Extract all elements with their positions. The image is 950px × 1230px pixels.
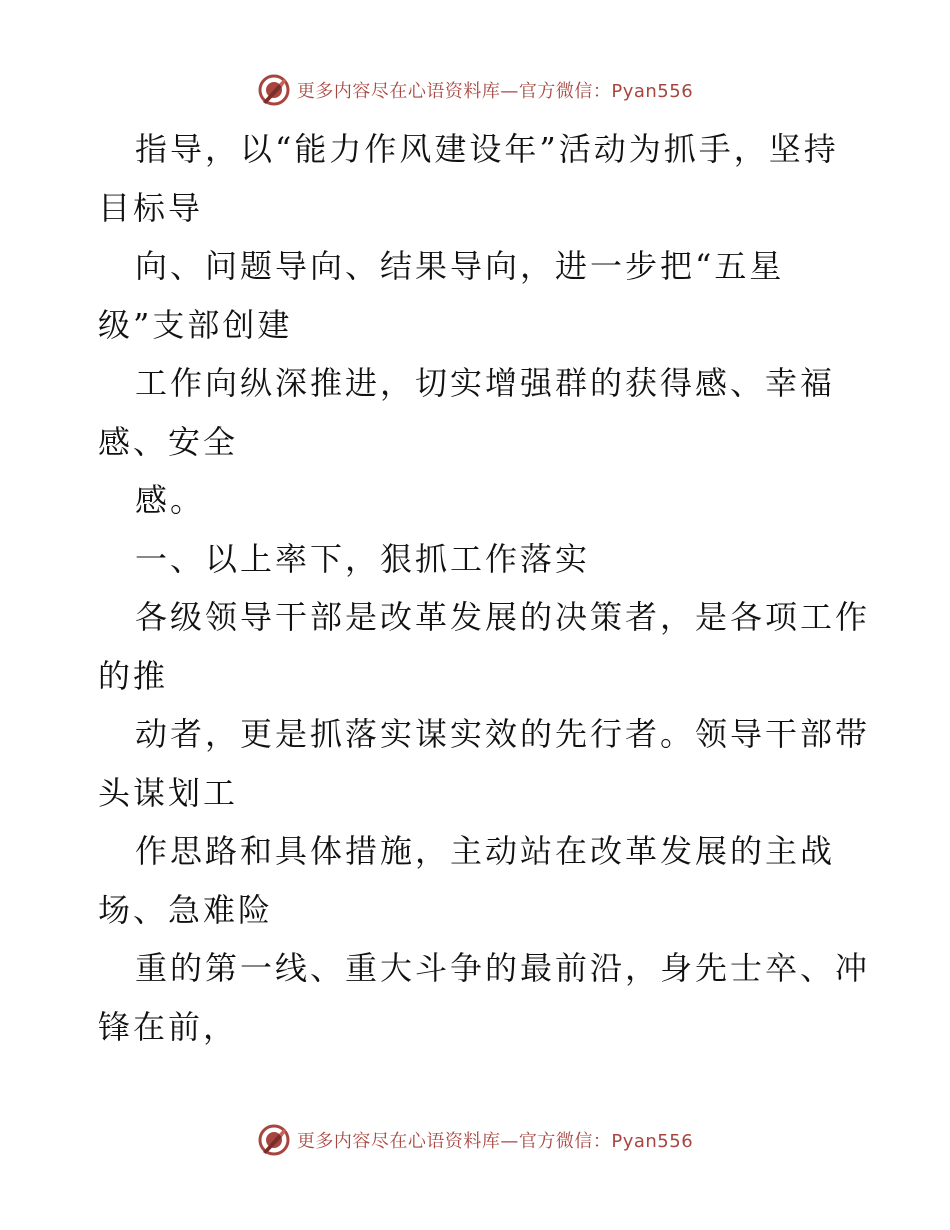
body-line: 级”支部创建 [98, 305, 293, 344]
body-line: 工作向纵深推进，切实增强群的获得感、幸福 [135, 364, 836, 402]
pen-seal-logo-icon [257, 1123, 291, 1157]
header-banner [0, 70, 950, 110]
body-line: 动者，更是抓落实谋实效的先行者。领导干部带 [135, 715, 871, 753]
body-line: 感。 [135, 481, 206, 519]
body-line: 目标导 [98, 188, 204, 227]
header-banner-text: 更多内容尽在心语资料库—官方微信：Pyan556 [296, 81, 694, 102]
document-body [98, 120, 871, 1056]
body-line: 指导，以“能力作风建设年”活动为抓手，坚持 [135, 130, 839, 168]
body-line: 头谋划工 [98, 773, 239, 812]
footer-banner [0, 1120, 950, 1160]
body-line: 重的第一线、重大斗争的最前沿，身先士卒、冲 [135, 949, 871, 987]
body-line: 向、问题导向、结果导向，进一步把“五星 [135, 247, 785, 285]
body-line: 感、安全 [98, 422, 239, 461]
body-line: 各级领导干部是改革发展的决策者，是各项工作 [135, 598, 871, 636]
body-line: 场、急难险 [98, 890, 274, 929]
body-line: 锋在前， [98, 1007, 239, 1046]
footer-banner-text: 更多内容尽在心语资料库—官方微信：Pyan556 [296, 1131, 694, 1152]
body-line: 的推 [98, 656, 169, 695]
body-line: 作思路和具体措施，主动站在改革发展的主战 [135, 832, 836, 870]
section-heading: 一、以上率下，狠抓工作落实 [135, 539, 591, 578]
pen-seal-logo-icon [257, 73, 291, 107]
